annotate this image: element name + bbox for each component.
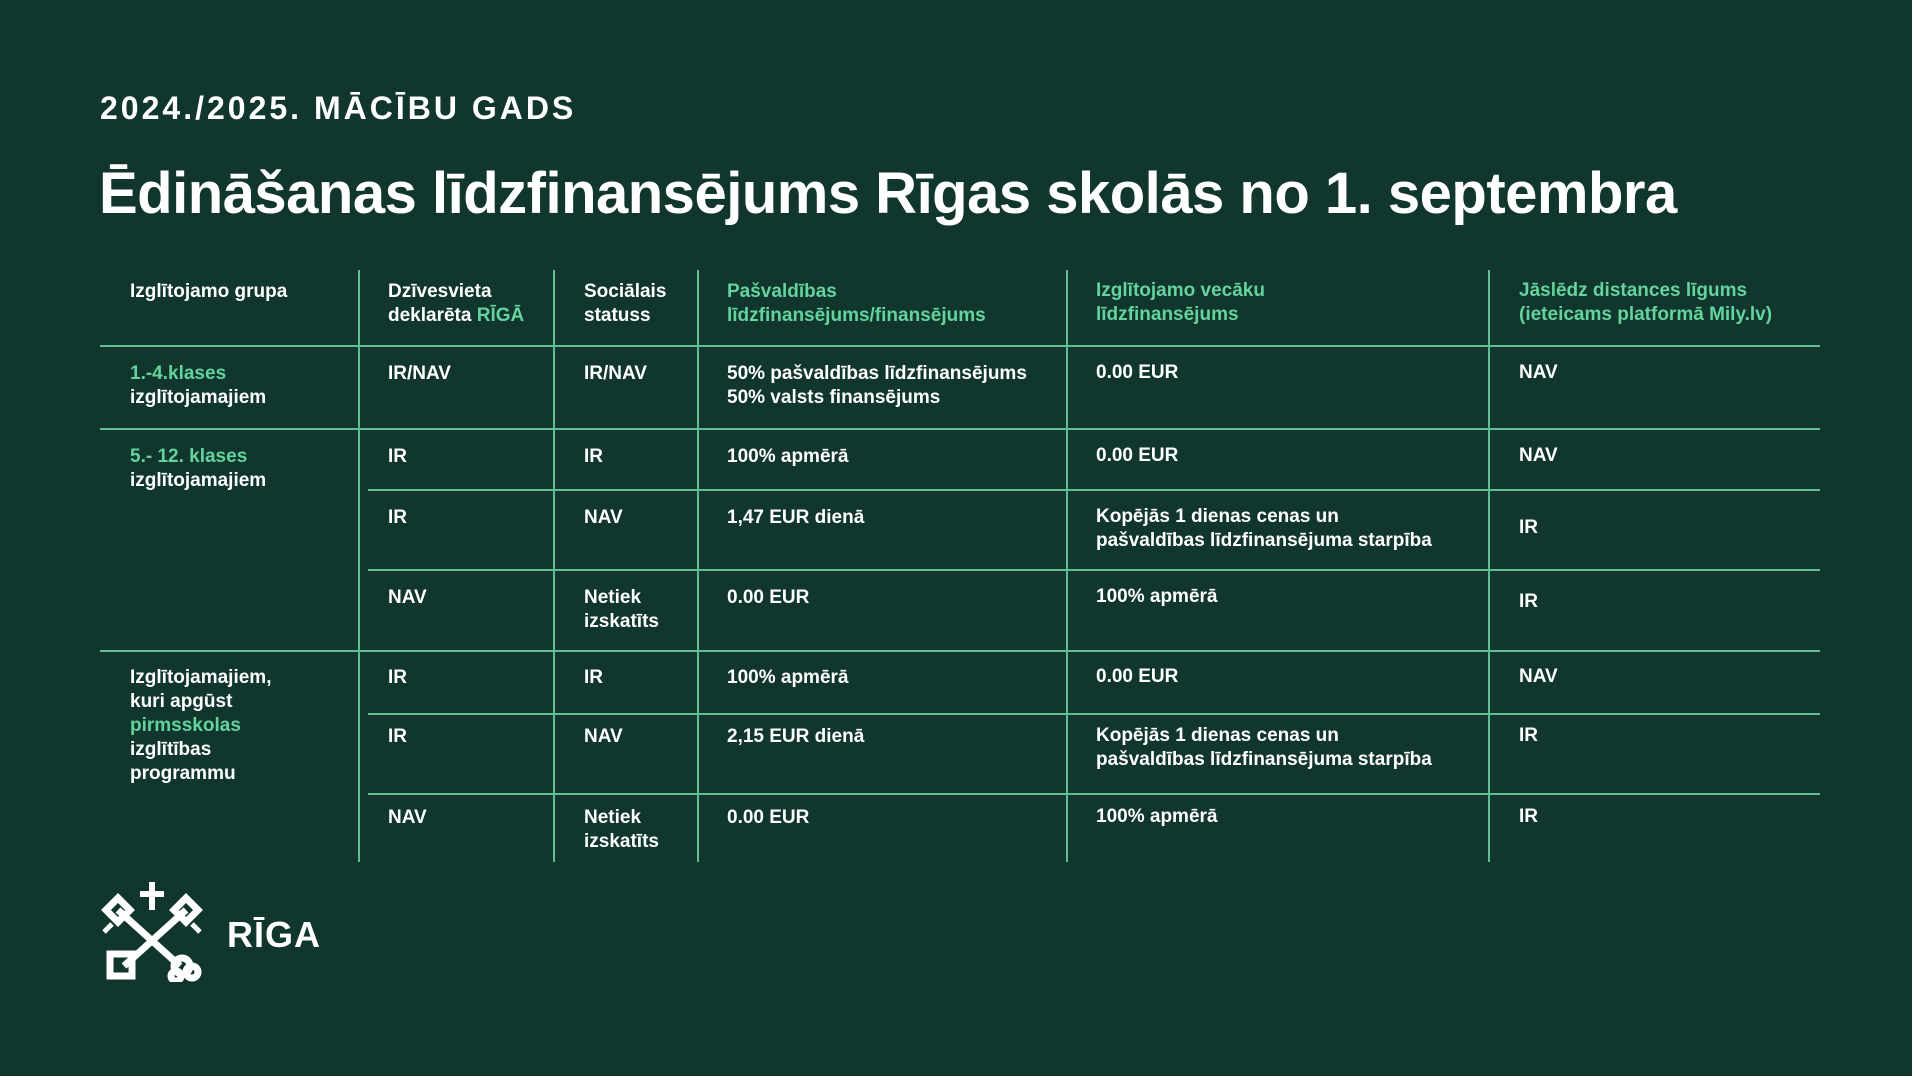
column-header-municipal-funding: [727, 280, 986, 328]
cell-distance-contract: NAV: [1519, 666, 1558, 687]
cell-municipal-funding: 0.00 EUR: [727, 807, 810, 828]
cell-parents-funding: 0.00 EUR: [1096, 362, 1179, 383]
cell-text: Kopējās 1 dienas cenas un: [1096, 725, 1339, 746]
column-header-social-status: [584, 280, 666, 328]
cell-distance-contract: IR: [1519, 725, 1538, 746]
cell-social-status: IR: [584, 446, 603, 467]
column-header-text: Sociālais: [584, 281, 667, 302]
column-header-text: Izglītojamo grupa: [130, 281, 288, 302]
cell-social-status: IR/NAV: [584, 363, 647, 384]
cell-municipal-funding: 2,15 EUR dienā: [727, 726, 865, 747]
cell-parents-funding: 0.00 EUR: [1096, 666, 1179, 687]
cell-parents-funding: 0.00 EUR: [1096, 445, 1179, 466]
cell-text: 50% pašvaldības līdzfinansējums: [727, 363, 1027, 384]
cell-residence: IR: [388, 446, 407, 467]
table-divider: [697, 270, 699, 862]
cell-text: pašvaldības līdzfinansējuma starpība: [1096, 749, 1432, 770]
cell-text: Netiek: [584, 807, 642, 828]
table-divider: [100, 428, 1820, 430]
table-divider: [368, 569, 1820, 571]
table-divider: [368, 713, 1820, 715]
group-label-grades-5-12: [130, 445, 266, 493]
cell-social-status: NAV: [584, 726, 623, 747]
group-accent-text: pirmsskolas: [130, 715, 241, 736]
cell-municipal-funding: 100% apmērā: [727, 667, 849, 688]
cell-text: izskatīts: [584, 831, 659, 852]
group-label-grades-1-4: [130, 362, 266, 410]
riga-logo-text: RĪGA: [227, 914, 321, 955]
table-divider: [100, 345, 1820, 347]
column-header-text: (ieteicams platformā Mily.lv): [1519, 304, 1773, 325]
cell-residence: IR: [388, 507, 407, 528]
cell-municipal-funding: 0.00 EUR: [727, 587, 810, 608]
cell-parents-funding: [1096, 505, 1432, 553]
table-divider: [358, 270, 360, 862]
cell-distance-contract: IR: [1519, 517, 1538, 538]
table-divider: [368, 793, 1820, 795]
group-text: izglītības: [130, 739, 212, 760]
group-accent-text: 5.- 12. klases: [130, 446, 248, 467]
riga-crossed-keys-icon: [100, 880, 204, 982]
cell-text: Kopējās 1 dienas cenas un: [1096, 506, 1339, 527]
cell-municipal-funding: 1,47 EUR dienā: [727, 507, 865, 528]
cell-residence: NAV: [388, 807, 427, 828]
column-header-text: Izglītojamo vecāku: [1096, 280, 1265, 301]
cell-text: 50% valsts finansējums: [727, 387, 941, 408]
cell-social-status: [584, 806, 659, 854]
cell-residence: IR/NAV: [388, 363, 451, 384]
group-label-preschool: [130, 666, 271, 786]
column-header-text: deklarēta: [388, 305, 477, 326]
right-edge: [1912, 0, 1920, 1080]
column-header-text: Dzīvesvieta: [388, 281, 492, 302]
group-text: izglītojamajiem: [130, 387, 267, 408]
cell-residence: NAV: [388, 587, 427, 608]
cell-text: izskatīts: [584, 611, 659, 632]
cell-municipal-funding: 100% apmērā: [727, 446, 849, 467]
cell-parents-funding: 100% apmērā: [1096, 586, 1218, 607]
cell-text: Netiek: [584, 587, 642, 608]
funding-table: [100, 270, 1820, 862]
group-text: programmu: [130, 763, 236, 784]
school-year-subtitle: 2024./2025. MĀCĪBU GADS: [100, 90, 577, 126]
group-text: Izglītojamajiem,: [130, 667, 272, 688]
cell-distance-contract: IR: [1519, 591, 1538, 612]
table-divider: [1488, 270, 1490, 862]
cell-distance-contract: NAV: [1519, 445, 1558, 466]
cell-social-status: [584, 586, 659, 634]
cell-residence: IR: [388, 726, 407, 747]
cell-distance-contract: NAV: [1519, 362, 1558, 383]
cell-municipal-funding: [727, 362, 1027, 410]
group-accent-text: 1.-4.klases: [130, 363, 227, 384]
cell-parents-funding: [1096, 724, 1432, 772]
group-text: izglītojamajiem: [130, 470, 267, 491]
table-divider: [553, 270, 555, 862]
column-header-text: statuss: [584, 305, 651, 326]
bottom-edge: [0, 1076, 1920, 1080]
table-divider: [1066, 270, 1068, 862]
cell-social-status: IR: [584, 667, 603, 688]
table-divider: [368, 489, 1820, 491]
cell-distance-contract: IR: [1519, 806, 1538, 827]
column-header-accent-text: RĪGĀ: [476, 305, 525, 326]
column-header-text: līdzfinansējums: [1096, 304, 1239, 325]
cell-parents-funding: 100% apmērā: [1096, 806, 1218, 827]
column-header-residence: [388, 280, 524, 328]
group-text: kuri apgūst: [130, 691, 233, 712]
column-header-text: līdzfinansējums/finansējums: [727, 305, 986, 326]
column-header-text: Jāslēdz distances līgums: [1519, 280, 1748, 301]
column-header-text: Pašvaldības: [727, 281, 837, 302]
column-header-distance-contract: [1519, 279, 1772, 327]
column-header-parents-funding: [1096, 279, 1265, 327]
table-divider: [100, 650, 1820, 652]
column-header-group: [130, 280, 287, 304]
cell-text: pašvaldības līdzfinansējuma starpība: [1096, 530, 1432, 551]
cell-social-status: NAV: [584, 507, 623, 528]
page-title: Ēdināšanas līdzfinansējums Rīgas skolās no 1. septembra: [99, 161, 1677, 226]
cell-residence: IR: [388, 667, 407, 688]
